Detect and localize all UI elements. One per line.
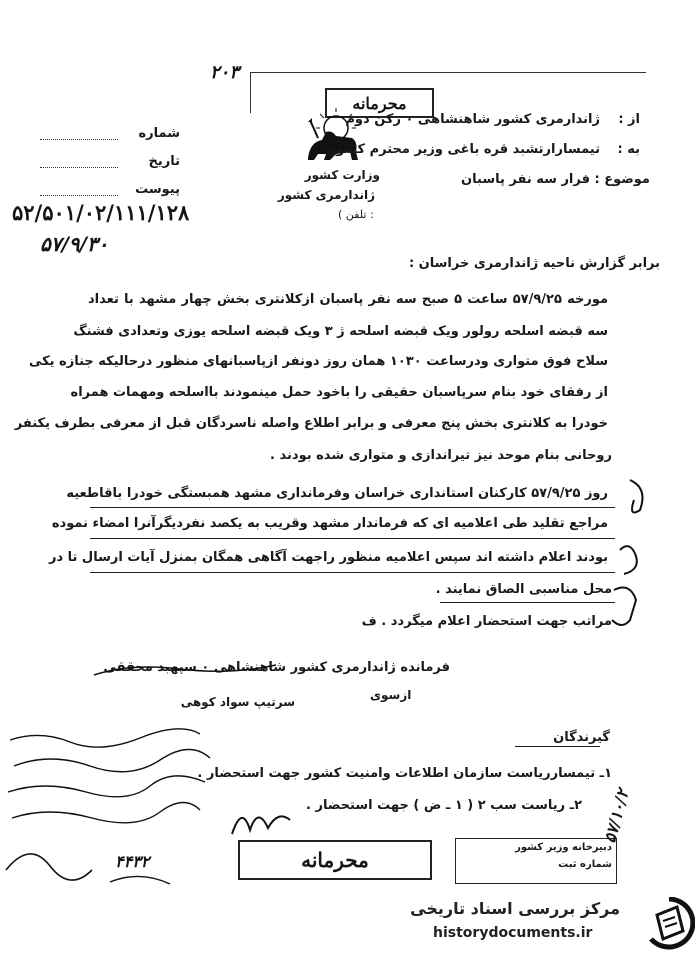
body-p2-line-1: روز ۵۷/۹/۲۵ کارکنان استانداری خراسان وفرمانداری مشهد همبستگی خودرا باقاطعیه bbox=[66, 486, 608, 501]
emblem-phone: ( تلفن : bbox=[338, 208, 374, 221]
by-label: ازسوی bbox=[370, 688, 412, 702]
margin-date-handwritten: ۵۷/۱۰/۲ bbox=[600, 787, 633, 845]
recipients-heading-underline bbox=[515, 746, 600, 747]
body-p2-line-3: بودند اعلام داشته اند سپس اعلامیه منظور راجهت آگاهی همگان بمنزل آیات ارسال تا در bbox=[48, 550, 608, 565]
recipients-heading: گیرندگان bbox=[553, 730, 610, 745]
emblem-gendarmerie: ژاندارمری کشور bbox=[277, 188, 375, 202]
underline-3 bbox=[90, 572, 615, 573]
letter-date-handwritten: ۵۷/۹/۳۰ bbox=[40, 232, 109, 256]
underline-4 bbox=[440, 602, 615, 603]
initials-scribble-icon bbox=[228, 800, 298, 840]
classification-stamp-top-text: محرمانه bbox=[352, 93, 407, 113]
underline-1 bbox=[90, 507, 615, 508]
number-dots bbox=[40, 139, 118, 140]
handwritten-note-icon bbox=[0, 720, 225, 900]
body-line-2: سه قبضه اسلحه رولور ویک قبضه اسلحه ژ ۳ ویک قبضه اسلحه یوزی وتعدادی فشنگ bbox=[73, 324, 608, 339]
number-label: شماره bbox=[138, 126, 180, 141]
classification-stamp-bottom bbox=[238, 840, 432, 880]
margin-annotation-icon bbox=[600, 470, 660, 640]
emblem-ministry: وزارت کشور bbox=[304, 168, 380, 182]
underline-2 bbox=[90, 538, 615, 539]
from-label: از : bbox=[618, 112, 640, 127]
from-value: ژاندارمری کشور شاهنشاهی ۰ رکن دوم bbox=[345, 112, 600, 127]
receipt-stamp-line-1: دبیرخانه وزیر کشور bbox=[515, 842, 612, 853]
handwritten-number: ۴۴۳۲ bbox=[115, 852, 150, 871]
date-dots bbox=[40, 167, 118, 168]
body-line-3: سلاح فوق متواری ودرساعت ۱۰۳۰ همان روز دونفر ازپاسبانهای منظور درحالیکه جنازه یکی bbox=[28, 354, 608, 369]
top-frame bbox=[250, 72, 646, 113]
classification-stamp-bottom-text: محرمانه bbox=[301, 848, 369, 872]
watermark-url: historydocuments.ir bbox=[433, 925, 593, 941]
body-line-1: مورخه ۵۷/۹/۲۵ ساعت ۵ صبح سه نفر پاسبان ازکلانتری بخش چهار مشهد با تعداد bbox=[88, 292, 609, 307]
receipt-stamp-line-2: شماره ثبت bbox=[558, 859, 612, 870]
watermark bbox=[410, 893, 700, 956]
recipient-1: ۱ـ تیمسارریاست سازمان اطلاعات وامنیت کشور جهت استحضار . bbox=[197, 766, 612, 781]
body-line-4: از رفقای خود بنام سرپاسبان حقیقی را باخود حمل مینمودند بااسلحه ومهمات همراه bbox=[70, 385, 608, 400]
body-line-6: روحانی بنام موحد نیز تیراندازی و متواری شده بودند . bbox=[270, 448, 612, 463]
body-line-5: خودرا به کلانتری بخش پنج معرفی و برابر اطلاع واصله ناسردگان قبل از معرفی بطرف یکنفر bbox=[14, 416, 608, 431]
body-p2-line-2: مراجع تقلید طی اعلامیه ای که فرماندار مشهد وقریب به یکصد نفردیگرآنرا امضاء نموده bbox=[51, 516, 608, 531]
by-name: سرتیپ سواد کوهی bbox=[180, 695, 295, 709]
page-number: ۲۰۳ bbox=[210, 62, 240, 83]
signatory-title: فرمانده ژاندارمری کشور شاهنشاهی ۰ سپهبد محققی bbox=[103, 660, 450, 675]
letter-number-handwritten: ۵۲/۵۰۱/۰۲/۱۱۱/۱۲۸ bbox=[12, 200, 190, 225]
body-p2-line-4: محل مناسبی الصاق نمایند . bbox=[435, 582, 612, 597]
subject-value: فرار سه نفر پاسبان bbox=[461, 172, 590, 187]
attachment-dots bbox=[40, 195, 118, 196]
signature-scribble-icon bbox=[90, 655, 280, 685]
receipt-stamp bbox=[455, 838, 617, 884]
to-value: تیمسارارتشبد قره باغی وزیر محترم کشور bbox=[328, 142, 600, 157]
attachment-label: پیوست bbox=[135, 182, 180, 197]
to-label: به : bbox=[617, 142, 640, 157]
recipient-2: ۲ـ ریاست سب ۲ ( ۱ ـ ض ) جهت استحضار . bbox=[306, 798, 582, 813]
body-intro: برابر گزارش ناحیه ژاندارمری خراسان : bbox=[408, 256, 660, 271]
closing-line: مراتب جهت استحضار اعلام میگردد . ف bbox=[361, 614, 612, 629]
date-label: تاریخ bbox=[148, 154, 180, 169]
watermark-title: مرکز بررسی اسناد تاریخی bbox=[410, 899, 620, 918]
archive-logo-icon bbox=[643, 897, 695, 951]
subject-label: موضوع : bbox=[594, 172, 650, 187]
